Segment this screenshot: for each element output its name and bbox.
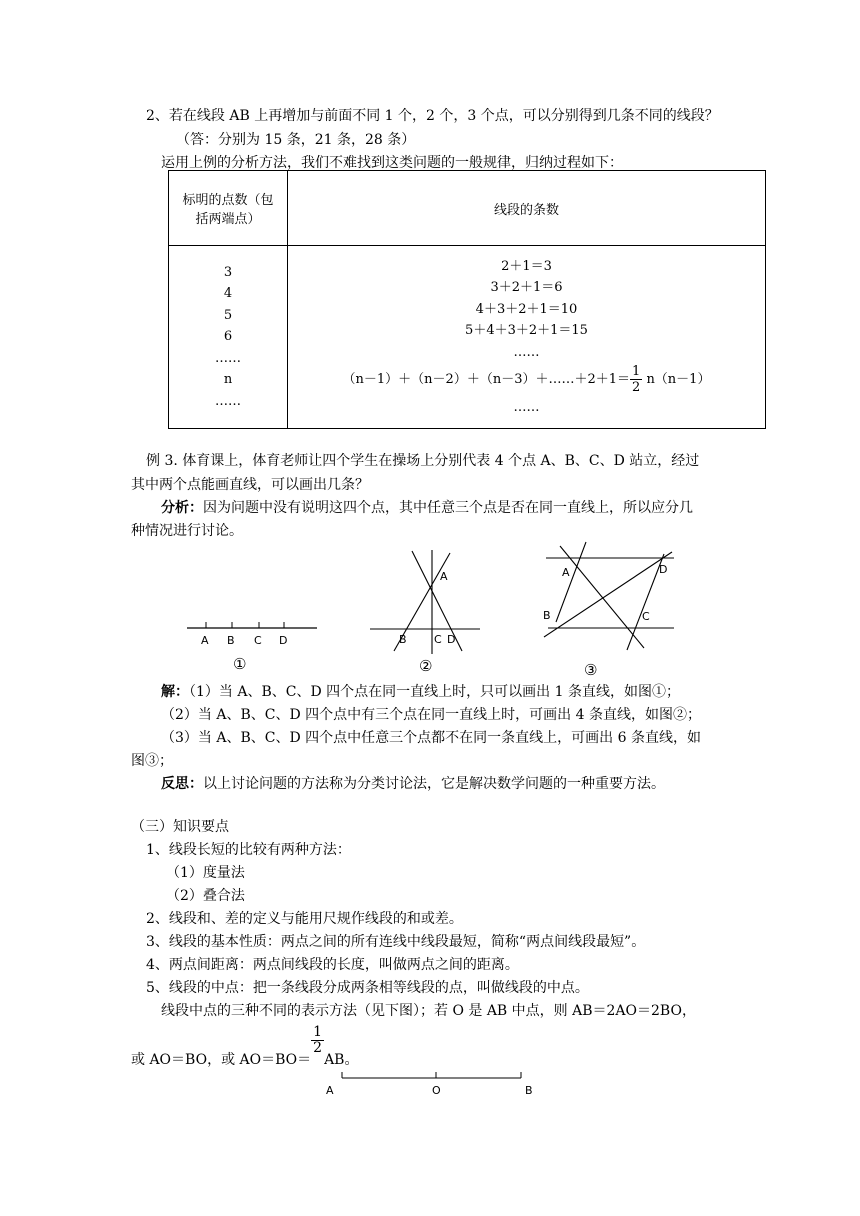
solution-2: （2）当 A、B、C、D 四个点中有三个点在同一直线上时，可画出 4 条直线，如图②； xyxy=(161,707,701,723)
points-column xyxy=(169,246,288,429)
point-label: A xyxy=(440,570,448,583)
point-label: C xyxy=(254,634,262,647)
analysis-label: 分析： xyxy=(161,500,203,516)
point-label: D xyxy=(659,563,668,576)
solution-1-text: （1）当 A、B、C、D 四个点在同一直线上时，只可以画出 1 条直线，如图①； xyxy=(189,684,680,700)
fraction-numerator: 1 xyxy=(313,1024,323,1040)
segments-sum: …… xyxy=(513,400,540,415)
point-label: C xyxy=(434,633,442,646)
fraction-denominator: 2 xyxy=(313,1040,323,1056)
formula-left: （n－1）＋（n－2）＋（n－3）＋……＋2＋1＝ xyxy=(342,372,631,387)
points-value: …… xyxy=(215,350,241,366)
point-label: D xyxy=(279,634,288,647)
segment-ab-diagram xyxy=(322,1068,542,1100)
example-3-line2: 其中两个点能画直线，可以画出几条？ xyxy=(131,477,369,493)
knowledge-3: 3、线段的基本性质：两点之间的所有连线中线段最短，简称“两点间线段最短”。 xyxy=(146,934,646,950)
knowledge-1a: （1）度量法 xyxy=(166,865,245,881)
segments-sum: 4＋3＋2＋1＝10 xyxy=(475,301,578,317)
header-segments: 线段的条数 xyxy=(288,171,766,246)
knowledge-4: 4、两点间距离：两点间线段的长度，叫做两点之间的距离。 xyxy=(146,957,519,973)
knowledge-5: 5、线段的中点：把一条线段分成两条相等线段的点，叫做线段的中点。 xyxy=(146,980,589,996)
reflection-text: 以上讨论问题的方法称为分类讨论法，它是解决数学问题的一种重要方法。 xyxy=(203,776,665,792)
figure-1 xyxy=(185,615,325,677)
example-3-line1: 例 3. 体育课上，体育老师让四个学生在操场上分别代表 4 个点 A、B、C、D 站立，经过 xyxy=(146,453,700,469)
segments-sum: 3＋2＋1＝6 xyxy=(490,280,563,295)
point-label: D xyxy=(447,633,456,646)
points-value: 5 xyxy=(223,307,233,323)
point-label: B xyxy=(399,633,407,646)
general-formula xyxy=(289,363,764,397)
points-value: …… xyxy=(215,393,241,409)
analysis-line2: 种情况进行讨论。 xyxy=(131,523,243,539)
point-label: O xyxy=(432,1084,441,1097)
points-segments-table xyxy=(168,170,766,429)
midpoint-left: 或 AO＝BO，或 AO＝BO＝ xyxy=(131,1052,312,1068)
point-label: B xyxy=(525,1084,533,1097)
analysis-line1 xyxy=(161,499,693,517)
figure-caption: ① xyxy=(233,655,247,673)
formula-right: n（n－1） xyxy=(646,372,711,387)
reflection xyxy=(161,775,665,793)
knowledge-2: 2、线段和、差的定义与能用尺规作线段的和或差。 xyxy=(146,911,463,927)
points-value: n xyxy=(223,372,233,388)
points-value: 6 xyxy=(223,329,233,345)
reflection-label: 反思： xyxy=(161,776,203,792)
question-2-answer: （答：分别为 15 条，21 条，28 条） xyxy=(176,132,416,148)
figure-caption: ② xyxy=(419,657,433,675)
segments-sum: 5＋4＋3＋2＋1＝15 xyxy=(465,323,588,338)
point-label: A xyxy=(326,1084,334,1097)
half-fraction xyxy=(630,364,642,395)
point-label: B xyxy=(543,609,551,622)
solution-label: 解： xyxy=(161,684,189,700)
solution-3: （3）当 A、B、C、D 四个点中任意三个点都不在同一条直线上，可画出 6 条直线，如 xyxy=(161,730,701,746)
point-label: B xyxy=(227,634,235,647)
midpoint-right: AB。 xyxy=(324,1052,359,1068)
figure-3 xyxy=(532,538,682,680)
knowledge-1: 1、线段长短的比较有两种方法： xyxy=(146,842,351,858)
knowledge-1b: （2）叠合法 xyxy=(166,888,245,904)
pattern-intro: 运用上例的分析方法，我们不难找到这类问题的一般规律，归纳过程如下： xyxy=(161,155,623,171)
point-label: C xyxy=(642,610,650,623)
point-label: A xyxy=(201,634,209,647)
analysis-text: 因为问题中没有说明这四个点，其中任意三个点是否在同一直线上，所以应分几 xyxy=(203,500,693,516)
section-title: （三）知识要点 xyxy=(131,819,229,835)
fraction-denominator: 2 xyxy=(632,380,641,395)
figure-2 xyxy=(368,548,486,676)
figure-caption: ③ xyxy=(584,661,598,679)
midpoint-line1: 线段中点的三种不同的表示方法（见下图）；若 O 是 AB 中点，则 AB＝2AO＝2BO， xyxy=(161,1003,696,1019)
fraction-numerator: 1 xyxy=(632,364,641,379)
half-fraction xyxy=(311,1025,324,1056)
points-value: 3 xyxy=(223,264,233,280)
segments-sum: 2＋1＝3 xyxy=(501,258,552,274)
segments-column xyxy=(288,246,766,429)
segments-sum: …… xyxy=(513,344,540,360)
header-points xyxy=(169,171,288,246)
header-points-line2: 括两端点） xyxy=(195,212,261,227)
point-label: A xyxy=(562,566,570,579)
solution-1 xyxy=(161,683,680,701)
solution-3-cont: 图③； xyxy=(131,753,173,769)
question-2: 2、若在线段 AB 上再增加与前面不同 1 个，2 个，3 个点，可以分别得到几条不同的线段？ xyxy=(146,108,719,124)
header-points-line1: 标明的点数（包 xyxy=(182,193,274,208)
points-value: 4 xyxy=(223,286,233,302)
